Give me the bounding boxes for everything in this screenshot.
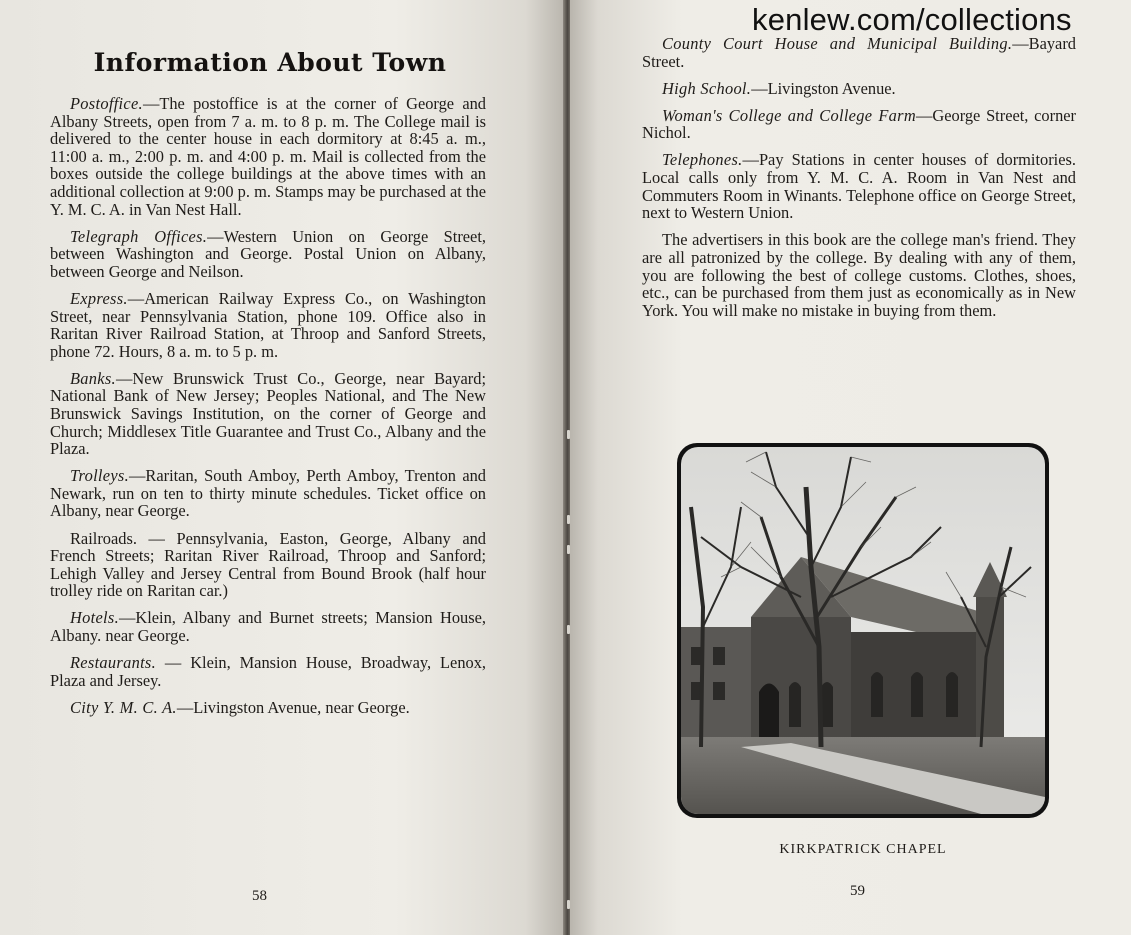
right-text-column bbox=[642, 35, 1076, 329]
paragraph-text: Railroads. — Pennsylvania, Easton, George, Albany and French Streets; Raritan River Railroad, Throop and Sanford; Lehigh Valley and Jersey Central from Bound Brook (half hour trolley ride on Raritan car.) bbox=[50, 528, 486, 601]
left-text-column bbox=[50, 95, 486, 726]
paragraph-hotels bbox=[50, 609, 486, 644]
paragraph-text: —Bayard Street. bbox=[642, 34, 1076, 71]
paragraph-text: —New Brunswick Trust Co., George, near Bayard; National Bank of New Jersey; Peoples National, and The New Brunswick Savings Institution, on the corner of George and Church; Middlesex Title Guarantee and Trust Co., Albany and the Plaza. bbox=[50, 368, 486, 459]
paragraph-high-school bbox=[642, 80, 1076, 98]
paragraph-text: The advertisers in this book are the college man's friend. They are all patronized by the college. By dealing with any of them, you are following the best of college customs. Clothes, shoes, etc., can be purchased from them just as economically as in New York. You will make no mistake in buying from them. bbox=[642, 230, 1076, 320]
paragraph-lead: City Y. M. C. A. bbox=[70, 697, 177, 717]
paragraph-text: —The postoffice is at the corner of George and Albany Streets, open from 7 a. m. to 8 p. m. The College mail is delivered to the center house in each dormitory at 8:45 a. m., 11:00 a. m., 2:00 p. m. and 4:00 p. m. Mail is collected from the boxes outside the college buildings at the above times with an additional collection at 9:00 p. m. Stamps may be purchased at the Y. M. C. A. in Van Nest Hall. bbox=[50, 94, 486, 219]
paragraph-lead: Banks. bbox=[70, 368, 116, 388]
paragraph-lead: Hotels. bbox=[70, 608, 119, 628]
paragraph-womans-college bbox=[642, 107, 1076, 142]
paragraph-lead: Express. bbox=[70, 288, 128, 308]
chapel-photo-illustration bbox=[681, 447, 1045, 814]
paragraph-advertisers bbox=[642, 231, 1076, 319]
paragraph-lead: Telegraph Offices. bbox=[70, 226, 208, 246]
page-heading: Information About Town bbox=[93, 48, 447, 77]
paragraph-text: —Pay Stations in center houses of dormitories. Local calls only from Y. M. C. A. Room in Van Nest and Commuters Room in Winants. Telephone office on George Street, next to Western Union. bbox=[642, 150, 1076, 223]
watermark-text: kenlew.com/collections bbox=[752, 2, 1072, 37]
chapel-photo bbox=[677, 443, 1049, 818]
right-page bbox=[570, 0, 1131, 935]
paragraph-lead: Trolleys. bbox=[70, 466, 130, 486]
paragraph-lead: Restaurants. bbox=[70, 653, 157, 673]
paragraph-court-house bbox=[642, 35, 1076, 70]
paragraph-text: —George Street, corner Nichol. bbox=[642, 105, 1076, 143]
paragraph-lead: Woman's College and College Farm bbox=[662, 105, 916, 125]
left-page bbox=[0, 0, 565, 935]
paragraph-text: —Western Union on George Street, between Washington and George. Postal Union on Albany, between George and Neilson. bbox=[50, 226, 486, 281]
photo-caption: KIRKPATRICK CHAPEL bbox=[779, 842, 947, 857]
page-number-left: 58 bbox=[252, 888, 267, 904]
paragraph-text: —Raritan, South Amboy, Perth Amboy, Trenton and Newark, run on ten to thirty minute schedules. Ticket office on Albany, near George. bbox=[50, 466, 486, 521]
paragraph-railroads bbox=[50, 530, 486, 600]
paragraph-telephones bbox=[642, 151, 1076, 221]
paragraph-express bbox=[50, 290, 486, 360]
paragraph-banks bbox=[50, 370, 486, 458]
paragraph-lead: County Court House and Municipal Building. bbox=[662, 34, 1013, 53]
paragraph-lead: Postoffice. bbox=[70, 94, 143, 113]
paragraph-text: —American Railway Express Co., on Washington Street, near Pennsylvania Station, phone 109. Office also in Raritan River Railroad Station, at Throop and Sanford Streets, phone 72. Hours, 8 a. m. to 5 p. m. bbox=[50, 288, 486, 361]
paragraph-text: —Klein, Albany and Burnet streets; Mansion House, Albany. near George. bbox=[50, 608, 486, 646]
paragraph-text: —Livingston Avenue, near George. bbox=[176, 697, 410, 717]
paragraph-text: — Klein, Mansion House, Broadway, Lenox, Plaza and Jersey. bbox=[50, 653, 486, 690]
paragraph-trolleys bbox=[50, 467, 486, 520]
paragraph-telegraph bbox=[50, 228, 486, 281]
page-number-right: 59 bbox=[850, 883, 865, 899]
paragraph-lead: High School. bbox=[662, 78, 752, 98]
paragraph-restaurants bbox=[50, 654, 486, 689]
paragraph-text: —Livingston Avenue. bbox=[751, 78, 896, 98]
paragraph-lead: Telephones. bbox=[662, 150, 743, 170]
paragraph-ymca bbox=[50, 699, 486, 717]
paragraph-postoffice bbox=[50, 95, 486, 218]
